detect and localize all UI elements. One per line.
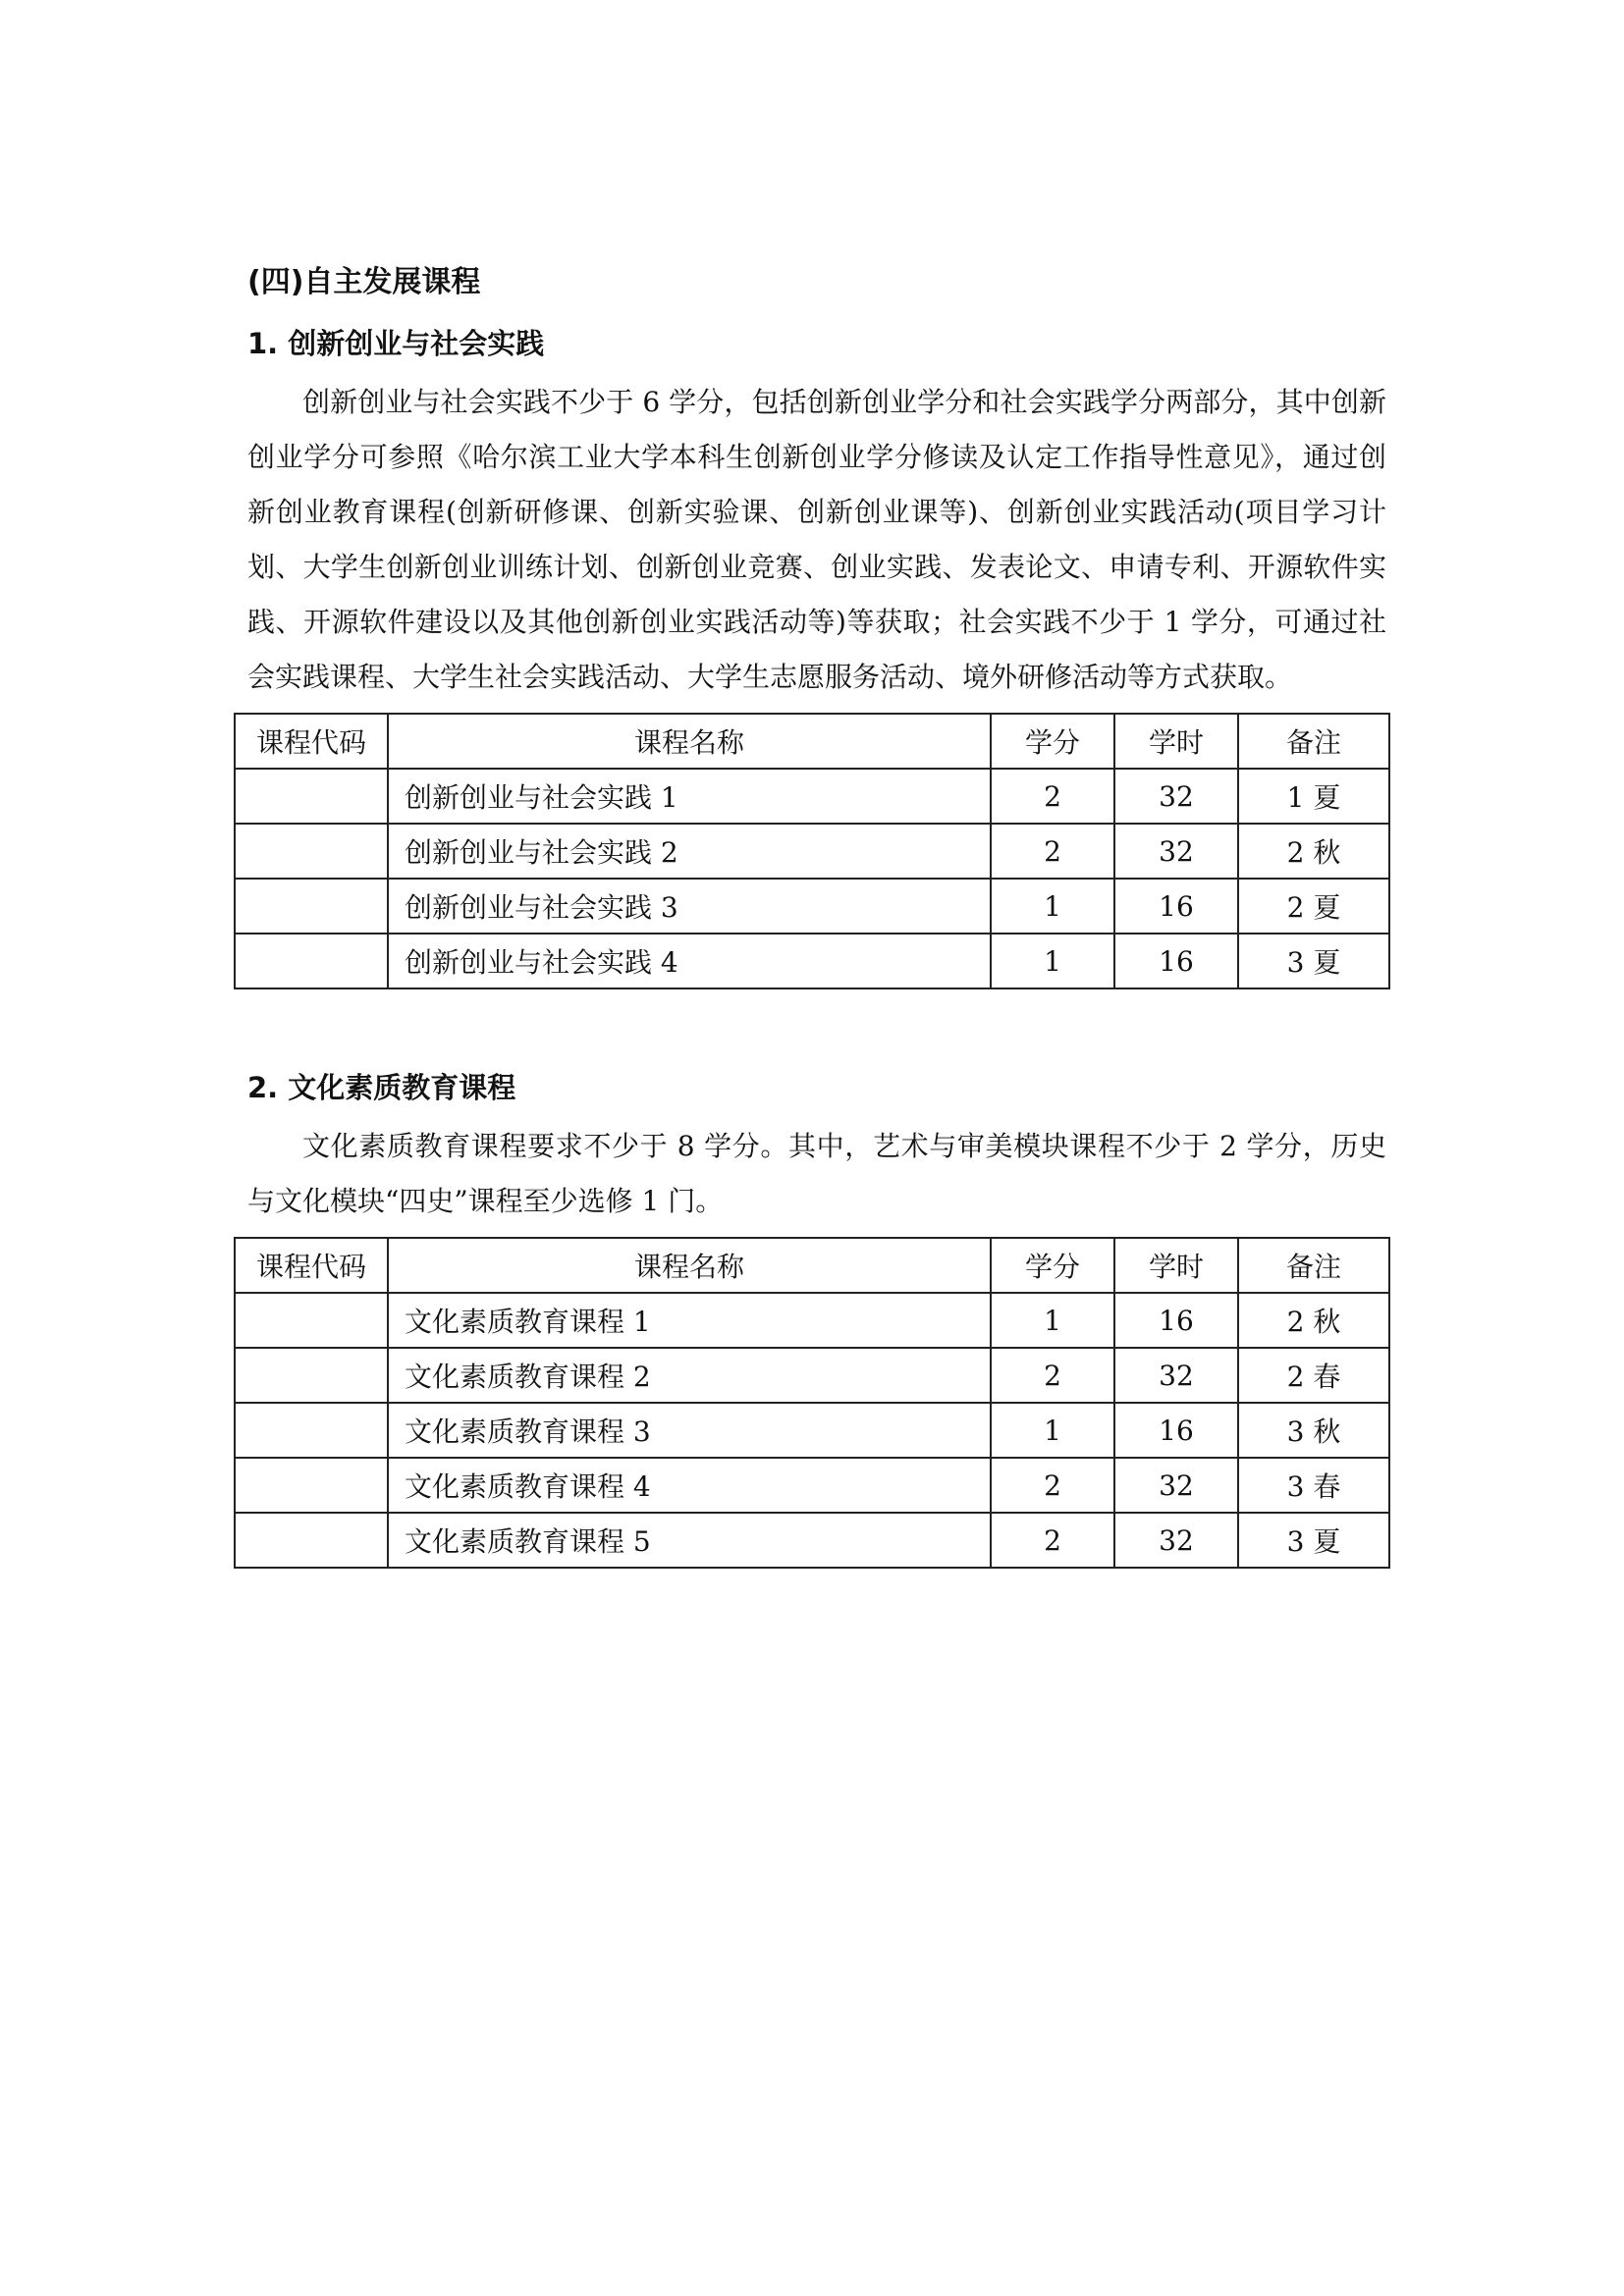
- cell-credit: 1: [991, 1293, 1114, 1348]
- cell-hours: 32: [1114, 1458, 1238, 1513]
- cell-note: 3 秋: [1238, 1403, 1389, 1458]
- subsection-innovation: [247, 324, 1386, 989]
- cell-course-name: 创新创业与社会实践 4: [388, 934, 991, 988]
- cell-course-name: 文化素质教育课程 1: [388, 1293, 991, 1348]
- cell-credit: 2: [991, 1458, 1114, 1513]
- cell-course-name: 文化素质教育课程 2: [388, 1348, 991, 1403]
- subsection-culture: [247, 1068, 1386, 1569]
- cell-credit: 1: [991, 1403, 1114, 1458]
- table-row: [235, 824, 1389, 879]
- table-row: [235, 1403, 1389, 1458]
- cell-note: 1 夏: [1238, 769, 1389, 824]
- table-row: [235, 769, 1389, 824]
- cell-course-name: 创新创业与社会实践 2: [388, 824, 991, 879]
- table-header-row: [235, 1238, 1389, 1293]
- cell-credit: 2: [991, 1348, 1114, 1403]
- subsection-paragraph: 创新创业与社会实践不少于 6 学分，包括创新创业学分和社会实践学分两部分，其中创新创业学分可参照《哈尔滨工业大学本科生创新创业学分修读及认定工作指导性意见》，通过创新创业教育课程(创新研修课、创新实验课、创新创业课等)、创新创业实践活动(项目学习计划、大学生创新创业训练计划、创新创业竞赛、创业实践、发表论文、申请专利、开源软件实践、开源软件建设以及其他创新创业实践活动等)等获取；社会实践不少于 1 学分，可通过社会实践课程、大学生社会实践活动、大学生志愿服务活动、境外研修活动等方式获取。: [247, 386, 1386, 693]
- header-course-code: 课程代码: [235, 1238, 388, 1293]
- cell-course-name: 创新创业与社会实践 3: [388, 879, 991, 934]
- table-header-row: [235, 714, 1389, 769]
- cell-note: 3 春: [1238, 1458, 1389, 1513]
- page-content: [247, 263, 1386, 1569]
- header-note: 备注: [1238, 714, 1389, 769]
- table-row: [235, 1348, 1389, 1403]
- header-credit: 学分: [991, 1238, 1114, 1293]
- cell-note: 2 秋: [1238, 1293, 1389, 1348]
- subsection-title: 2. 文化素质教育课程: [247, 1071, 516, 1104]
- cell-course-code: [235, 1458, 388, 1513]
- cell-course-code: [235, 1513, 388, 1568]
- cell-course-code: [235, 769, 388, 824]
- cell-credit: 2: [991, 1513, 1114, 1568]
- cell-hours: 32: [1114, 769, 1238, 824]
- section-title: (四)自主发展课程: [247, 265, 481, 299]
- cell-course-code: [235, 1348, 388, 1403]
- table-row: [235, 1513, 1389, 1568]
- cell-credit: 1: [991, 934, 1114, 988]
- course-table: [234, 713, 1390, 989]
- cell-hours: 16: [1114, 1293, 1238, 1348]
- cell-course-name: 文化素质教育课程 4: [388, 1458, 991, 1513]
- cell-course-code: [235, 824, 388, 879]
- subsection-title: 1. 创新创业与社会实践: [247, 327, 545, 360]
- table-row: [235, 879, 1389, 934]
- cell-note: 3 夏: [1238, 934, 1389, 988]
- cell-note: 2 夏: [1238, 879, 1389, 934]
- cell-hours: 32: [1114, 824, 1238, 879]
- cell-course-code: [235, 879, 388, 934]
- table-row: [235, 934, 1389, 988]
- header-course-code: 课程代码: [235, 714, 388, 769]
- cell-hours: 16: [1114, 934, 1238, 988]
- cell-credit: 2: [991, 824, 1114, 879]
- cell-course-code: [235, 934, 388, 988]
- table-row: [235, 1458, 1389, 1513]
- cell-course-code: [235, 1293, 388, 1348]
- cell-course-code: [235, 1403, 388, 1458]
- cell-credit: 2: [991, 769, 1114, 824]
- header-course-name: 课程名称: [388, 1238, 991, 1293]
- cell-note: 2 春: [1238, 1348, 1389, 1403]
- cell-note: 3 夏: [1238, 1513, 1389, 1568]
- cell-hours: 16: [1114, 879, 1238, 934]
- cell-credit: 1: [991, 879, 1114, 934]
- course-table-wrapper: [247, 713, 1386, 989]
- table-row: [235, 1293, 1389, 1348]
- header-hours: 学时: [1114, 714, 1238, 769]
- cell-course-name: 文化素质教育课程 5: [388, 1513, 991, 1568]
- header-hours: 学时: [1114, 1238, 1238, 1293]
- cell-course-name: 创新创业与社会实践 1: [388, 769, 991, 824]
- subsection-paragraph: 文化素质教育课程要求不少于 8 学分。其中，艺术与审美模块课程不少于 2 学分，历史与文化模块“四史”课程至少选修 1 门。: [247, 1130, 1386, 1217]
- cell-course-name: 文化素质教育课程 3: [388, 1403, 991, 1458]
- header-credit: 学分: [991, 714, 1114, 769]
- cell-hours: 32: [1114, 1348, 1238, 1403]
- cell-hours: 16: [1114, 1403, 1238, 1458]
- header-course-name: 课程名称: [388, 714, 991, 769]
- cell-hours: 32: [1114, 1513, 1238, 1568]
- cell-note: 2 秋: [1238, 824, 1389, 879]
- course-table: [234, 1237, 1390, 1569]
- course-table-wrapper: [247, 1237, 1386, 1569]
- header-note: 备注: [1238, 1238, 1389, 1293]
